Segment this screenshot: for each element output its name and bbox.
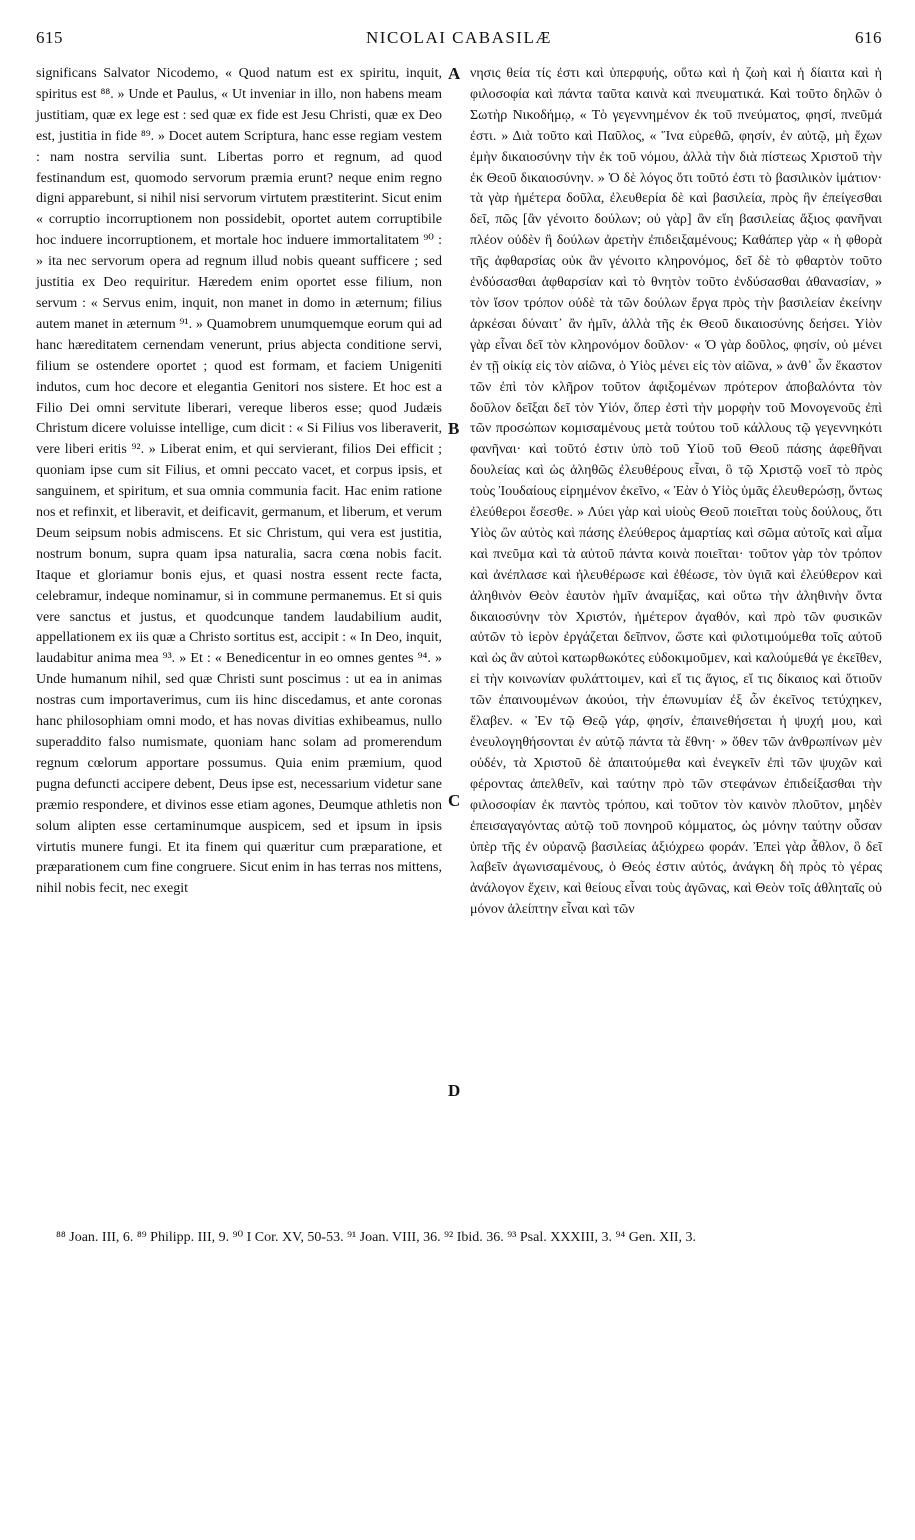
page-number-right: 616	[855, 28, 882, 47]
section-marker-b: B	[448, 419, 460, 438]
page-header	[36, 28, 882, 54]
page	[36, 28, 882, 1518]
greek-text: νησις θεία τίς ἐστι καὶ ὑπερφυής, οὕτω καὶ ἡ ζωὴ καὶ ἡ δίαιτα καὶ ἡ φιλοσοφία καὶ πάντα ταῦτα καινὰ καὶ πνευματικά. Καὶ τοῦτο δηλῶν ὁ Σωτὴρ Νικοδήμῳ, « Τὸ γεγεννημένον ἐκ τοῦ πνεύματος, φησί, πνεῦμά ἐστι. » Διὰ τοῦτο καὶ Παῦλος, « Ἵνα εὑρεθῶ, φησίν, ἐν αὐτῷ, μὴ ἔχων ἐμὴν δικαιοσύνην τὴν ἐκ τοῦ νόμου, ἀλλὰ τὴν διὰ πίστεως Χριστοῦ τὴν ἐκ Θεοῦ δικαιοσύνην. » Ὁ δὲ λόγος ὅτι τοῦτό ἐστι τὸ βασιλικὸν ἱμάτιον· τὰ γὰρ ἡμέτερα δοῦλα, ἐλευθερία δὲ καὶ βασιλεία, πρὸς ἣν ἐπείγεσθαι δεῖ, πῶς [ἂν γένοιτο δούλων; οὐ γὰρ] ἂν εἴη βασιλείας ἄξιος φανῆναι πλέον οὐδὲν ἢ δούλων ἀρετὴν ἐπιδειξαμένους; Καθάπερ γὰρ « ἡ φθορὰ τῆς ἀφθαρσίας οὐκ ἂν γένοιτο κληρονόμος, δεῖ δὲ τὸ φθαρτὸν τοῦτο ἐνδύσασθαι ἀφθαρσίαν καὶ τὸ θνητὸν τοῦτο ἐνδύσασθαι ἀθανασίαν, » τὸν ἴσον τρόπον οὐδὲ τὰ τῶν δούλων ἔργα πρὸς τὴν βασιλείαν ἐκείνην ἀρκέσαι δύναιτ᾽ ἂν ἡμῖν, ἀλλὰ τῆς ἐκ Θεοῦ δικαιοσύνης δεήσει. Υἱὸν γὰρ εἶναι δεῖ τὸν κληρονόμον δοῦλον· « Ὁ γὰρ δοῦλος, φησίν, οὐ μένει ἐν τῇ οἰκίᾳ εἰς τὸν αἰῶνα, ὁ Υἱὸς μένει εἰς τὸν αἰῶνα, » ἀνθ᾽ ὧν ἕκαστον τῶν ἐπὶ τὸν κλῆρον τοῦτον ἀφιξομένων πρότερον ἀποβαλόντα τὸν δοῦλον δεῖξαι δεῖ τὸν Υἱόν, ὅπερ ἐστὶ τὴν μορφὴν τοῦ Μονογενοῦς ἐπὶ τῶν προσώπων κομισαμένους μετὰ τούτου τοῦ κάλλους τῷ γεγεννηκότι φανῆναι· καὶ τοῦτό ἐστιν ὑπὸ τοῦ Υἱοῦ τοῦ Θεοῦ πάσης ἀφεθῆναι δουλείας καὶ ὡς ἀληθῶς ἐλευθέρους εἶναι, ὃ τῷ Χριστῷ νοεῖ τὸ πρὸς τοὺς Ἰουδαίους εἰρημένον ἐκεῖνο, « Ἐὰν ὁ Υἱὸς ὑμᾶς ἐλευθερώσῃ, ὄντως ἐλεύθεροι ἔσεσθε. » Λύει γὰρ καὶ υἱοὺς Θεοῦ ποιεῖται τοὺς δούλους, ὅτι Υἱὸς ὢν αὐτὸς καὶ πάσης ἐλεύθερος ἁμαρτίας καὶ σῶμα αὐτοῖς καὶ αἷμα καὶ πνεῦμα καὶ τὰ αὐτοῦ πάντα κοινὰ ποιεῖται· τοῦτον γὰρ τὸν τρόπον καὶ ἀνέπλασε καὶ ἠλευθέρωσε καὶ ἐθέωσε, τὸν ὑγιᾶ καὶ ἐλεύθερον καὶ ἀληθινὸν Θεὸν ἑαυτὸν ἡμῖν ἀναμίξας, καὶ οὕτω τὴν ἀληθινὴν ὄντα δικαιοσύνην τὸν Χριστόν, ἡμέτερον ἀγαθόν, καὶ πρὸ τῶν φυσικῶν αὐτῶν τὸ ἱερὸν ἐργάζεται δεῖπνον, ὥστε καὶ φιλοτιμούμεθα τοῖς αὐτοῦ καὶ ὡς ἂν αὐτοὶ κατωρθωκότες εὐδοκιμοῦμεν, καὶ καλούμεθά γε ἐκεῖθεν, εἰ τὴν κοινωνίαν φυλάττοιμεν, καὶ εἴ τις ἅγιος, εἴ τις δίκαιος καὶ ὅτιοῦν τῶν ἐπαινουμένων ἀκούοι, τὴν ἐπωνυμίαν ἐξ ὧν ἐκεῖνος τετύχηκεν, ἔλαβεν. « Ἐν τῷ Θεῷ γάρ, φησίν, ἐπαινεθήσεται ἡ ψυχή μου, καὶ ἐνευλογηθήσονται ἐν αὐτῷ πάντα τὰ ἔθνη· » ὅθεν τῶν ἀνθρωπίνων μὲν οὐδέν, τὰ Χριστοῦ δὲ ἀπαιτούμεθα καὶ ἐνεγκεῖν ἐπὶ τῶν ψυχῶν καὶ φέροντας ἀπελθεῖν, καὶ ταύτην πρὸ τῶν στεφάνων ἐπιδείξασθαι τὴν φιλοσοφίαν ἐκ παντὸς τρόπου, καὶ τοῦτον τὸν καινὸν πλοῦτον, μηδὲν ἐπεισαγαγόντας αὐτῷ τοῦ πονηροῦ κόμματος, ὡς μόνην ταύτην οὖσαν ὑπὲρ τῆς ἐν οὐρανῷ βασιλείας ἀξιόχρεω φοράν. Ἐπεὶ γὰρ ἆθλον, ὃ δεῖ λαβεῖν ἀγωνισαμένους, ὁ Θεός ἐστιν αὐτός, ἀνάγκη δὴ πρὸς τὸ γέρας ἀνάλογον ἔχειν, καὶ θείους εἶναι τοὺς ἀγῶνας, καὶ Θεὸν τοῖς ἀθληταῖς οὐ μόνον ἀλείπτην εἶναι καὶ τῶν	[470, 66, 882, 918]
footnotes	[36, 1228, 882, 1248]
footnote-text: ⁸⁸ Joan. III, 6. ⁸⁹ Philipp. III, 9. ⁹⁰ I Cor. XV, 50-53. ⁹¹ Joan. VIII, 36. ⁹² Ibid. 36. ⁹³ Psal. XXXIII, 3. ⁹⁴ Gen. XII, 3.	[56, 1230, 697, 1245]
section-marker-d: D	[448, 1081, 461, 1100]
latin-column	[36, 64, 442, 900]
page-number-left: 615	[36, 28, 63, 47]
section-markers	[448, 64, 466, 1244]
running-title: NICOLAI CABASILÆ	[366, 28, 552, 47]
section-marker-c: C	[448, 791, 461, 810]
section-marker-a: A	[448, 64, 461, 83]
latin-text: significans Salvator Nicodemo, « Quod natum est ex spiritu, inquit, spiritus est ⁸⁸. » Unde et Paulus, « Ut inveniar in illo, non habens meam justitiam, quæ ex lege est : sed quæ ex fide est Jesu Christi, quæ ex Deo est, justitia in fide ⁸⁹. » Docet autem Scriptura, hanc esse regiam vestem : nam nostra servilia sunt. Libertas porro et regnum, ad quod festinandum est, quomodo servorum præmia erunt? neque enim regno digni apparebunt, si nihil nisi servorum virtutem præstiterint. Sicut enim « corruptio incorruptionem non possidebit, oportet autem corruptibile hoc induere incorruptionem, et mortale hoc induere immortalitatem ⁹⁰ : » ita nec servorum opera ad regnum illud nobis queant sufficere ; sed justitia ex Deo requiritur. Hæredem enim oportet esse filium, non servum : « Servus enim, inquit, non manet in domo in æternum; filius autem manet in æternum ⁹¹. » Quamobrem unumquemque eorum qui ad hanc hæreditatem cernendam venerunt, prius abjecta conditione servi, filium se ostendere oportet ; quod est formam, et faciem Unigeniti indutos, cum hoc decore et elegantia Genitori nos sistere. Et hoc est a Filio Dei omni servitute liberari, vereque liberos esse; quod Judæis Christum dicere voluisse intellige, cum dicit : « Si Filius vos liberaverit, vere liberi eritis ⁹². » Liberat enim, et qui servierant, filios Dei efficit ; quoniam ipse cum sit Filius, et omni peccato vacet, et corpus ipsis, et sanguinem, et spiritum, et sua omnia communia facit. Hac enim ratione nos et refinxit, et liberavit, et deificavit, germanum, et liberum, et verum Deum seipsum nobis admiscens. Et sic Christum, qui vera est justitia, nostrum bonum, supra quam ipsa naturalia, sacra cœna nobis facit. Itaque et gloriamur bonis ejus, et quasi nostra essent recte facta, celebramur, indeque nominamur, si in commune permanemus. Et si quis vere sanctus et justus, et quodcunque tandem laudabilium audit, appellationem ex iis quæ a Christo sortitus est, accipit : « In Deo, inquit, laudabitur anima mea ⁹³. » Et : « Benedicentur in eo omnes gentes ⁹⁴. » Unde humanum nihil, sed quæ Christi sunt poscimus : ut ea in animas nostras cum importaverimus, cum iis hinc discedamus, et ante coronas hanc philosophiam omni modo, et has novas divitias exhibeamus, nullo superaddito falso numismate, quoniam hanc solam ad promerendum regnum cœlorum apportare possumus. Quia enim præmium, quod pugna defuncti accipere debent, Deus ipse est, necessarium videtur sane præmio respondere, et divinos esse etiam agones, Deumque athletis non solum alipten esse certaminumque auspicem, sed et ipsum in ipsis virtutis munere fungi. Et ita finem qui quæritur cum præparatione, et præparationem cum fine congruere. Sicut enim in has terras nos mittens, nihil nobis fecit, nec exegit	[36, 66, 442, 897]
greek-column	[470, 64, 882, 921]
